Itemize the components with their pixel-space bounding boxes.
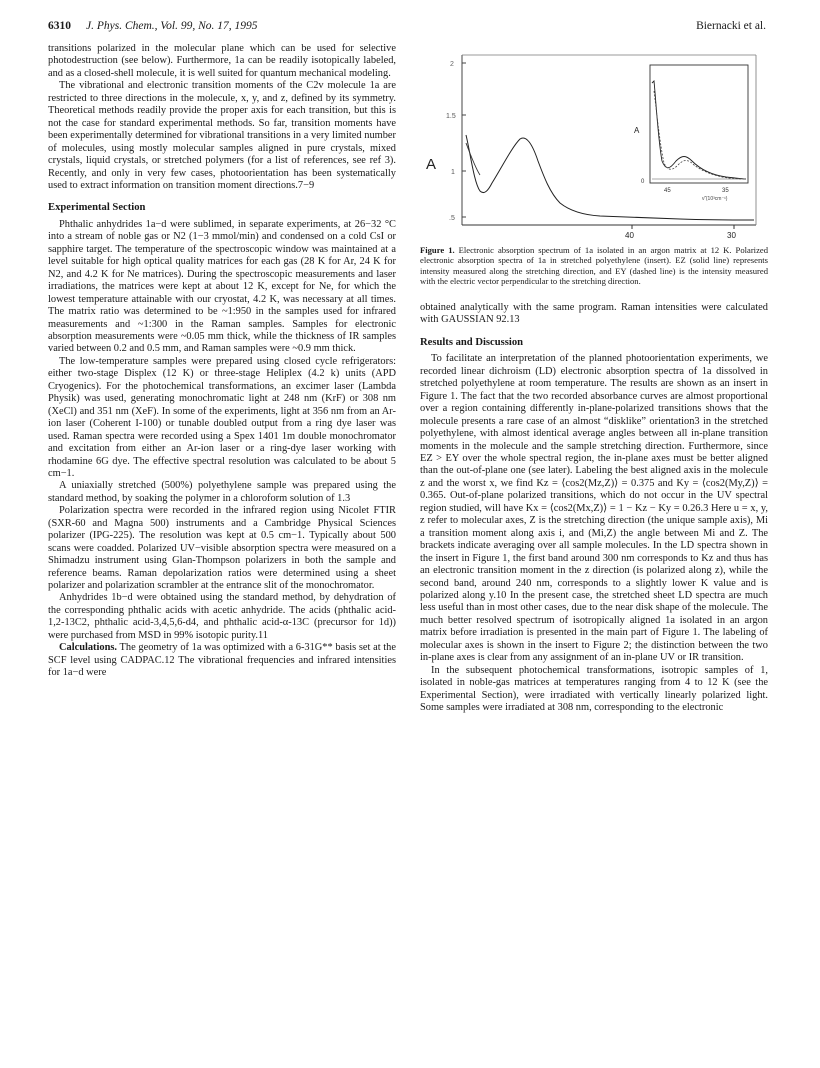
journal-citation: J. Phys. Chem., Vol. 99, No. 17, 1995 bbox=[86, 20, 258, 32]
page-number: 6310 bbox=[48, 20, 71, 32]
paragraph: transitions polarized in the molecular plane which can be used for selective photodestruction (see below). Furthermore, 1a can be readily isotopically labeled, and as a closed-shell molecule, it is well suited for quantum mechanical modeling. bbox=[48, 43, 396, 79]
x-tick-label: 40 bbox=[625, 231, 634, 239]
paragraph: In the subsequent photochemical transformations, isotropic samples of 1, isolated in noble-gas matrices at temperatures ranging from 4 to 12 K (see the Experimental Section), were irradiated with vertically linearly polarized light. Some samples were irradiated at 308 nm, corresponding to the electronic bbox=[420, 664, 768, 714]
inset-y-label: A bbox=[634, 126, 640, 135]
paragraph: A uniaxially stretched (500%) polyethylene sample was prepared using the standard method, by soaking the polymer in a chloroform solution of 1.3 bbox=[48, 480, 396, 504]
y-tick-label: .5 bbox=[449, 215, 455, 222]
paragraph: Anhydrides 1b−d were obtained using the standard method, by dehydration of the corresponding phthalic acids with acetic anhydride. The acids (phthalic acid-1,2-13C2, phthalic acid-3,4,5,6-d4, and phthalic acid-α-13C (precursor for 1d)) were purchased from MSD in 99% isotopic purity.11 bbox=[48, 592, 396, 641]
inset-x-tick-label: 45 bbox=[664, 188, 671, 194]
paragraph: obtained analytically with the same program. Raman intensities were calculated with GAUSSIAN 92.13 bbox=[420, 302, 768, 326]
paragraph: Phthalic anhydrides 1a−d were sublimed, in separate experiments, at 26−32 °C into a stream of noble gas or N2 (1−3 mmol/min) and condensed on a cold CsI or sapphire target. The temperature of the spectroscopic window was maintained at a level suitable for high optical quality matrices for each gas (28 K for Ar, 24 K for N2, and 4.2 K for Ne matrices). During the spectroscopic measurements and laser irradiations, the matrices were kept at about 12 K, except for Ne, for which the lowest temperature attainable with our cryostat, 4.2 K, was necessary at all times. The matrix ratio was determined to be ~1:950 in the samples used for infrared measurements and ~1:300 in the Raman samples. Samples for electronic absorption measurements were ~0.05 mm thick, while the thickness of IR samples varied between 0.2 and 0.5 mm, and Raman samples were ~0.9 mm thick. bbox=[48, 218, 396, 355]
paragraph: The vibrational and electronic transition moments of the C2v molecule 1a are restricted to three directions in the molecule, x, y, and z, defined by its symmetry. Theoretical methods readily provide the proper axis for each transition, but this is not the case for standard experimental methods. So far, transition moments have been experimentally determined for vibrational transitions in a very limited number of molecules, using mostly molecular samples aligned in pure crystals, mixed crystals, liquid crystals, or stretched polymers (for a list of references, see ref 3). Recently, and only in very few cases, photoorientation has been systematically used to extract information on transition moment directions.7−9 bbox=[48, 80, 396, 191]
inset-x-axis-label: ν̃ (10³cm⁻¹) bbox=[702, 196, 728, 202]
y-tick-label: 2 bbox=[450, 61, 454, 68]
y-tick-label: 1 bbox=[451, 169, 455, 176]
right-column bbox=[420, 302, 768, 715]
paragraph: To facilitate an interpretation of the planned photoorientation experiments, we recorded linear dichroism (LD) electronic absorption spectra of 1a dissolved in stretched polyethylene at room temperature. The results are shown as an insert in Figure 1. The fact that the two recorded absorbance curves are almost proportional over a region containing differently in-plane-polarized transitions shows that the molecule presents a rare case of an almost “disklike” orientation3 in the stretched polyethylene, with almost identical average angles between all in-plane transition moments in the molecule and the sample stretching direction. Furthermore, since EZ > EY over the whole spectral region, the in-plane axes must be better aligned than the out-of-plane one (see later). Labeling the best aligned axis in the molecule z and the worst x, we find Kz = ⟨cos2(Mz,Z)⟩ = 0.375 and Ky = ⟨cos2(My,Z)⟩ = 0.365. Out-of-plane polarized transitions, which do not occur in the UV spectral region studied, will have Kx = ⟨cos2(Mx,Z)⟩ = 1 − Kz − Ky = 0.26.3 Here u = x, y, z refer to molecular axes, Z is the stretching direction (the unique sample axis), Mi a transition moment along axis i, and (Mi,Z) the angle between Mi and Z. The brackets indicate averaging over all sample molecules. In the LD spectra shown in the insert in Figure 1, the first band around 300 nm corresponds to Kz and thus has an electronic transition moment in the z direction (is polarized along z), while the second band, around 240 nm, corresponds to a slightly lower K value and is polarized along y.10 In the present case, the stretched sheet LD spectra are much less useful than in most other cases, due to the near disk shape of the molecule. The much better resolved spectrum of isotropically aligned 1a isolated in an argon matrix before irradiation is presented in the main part of Figure 1. The labeling of molecular axes is shown in the insert to Figure 2; the distinction between the two in-plane axes is clear from any assignment of an in-plane UV or IR transition. bbox=[420, 353, 768, 664]
spectrum-plot bbox=[420, 43, 768, 239]
caption-text: Electronic absorption spectrum of 1a isolated in an argon matrix at 12 K. Polarized electronic absorption spectra of 1a in stretched polyethylene (insert). EZ (solid line) represents intensity measured along the stretching direction, and EY (dashed line) is the intensity measured with the electric vector perpendicular to the stretching direction. bbox=[420, 245, 768, 286]
page-header bbox=[48, 20, 766, 36]
paragraph: The low-temperature samples were prepared using closed cycle refrigerators: either two-stage Displex (12 K) or three-stage Heliplex (4.2 k) units (APD Cryogenics). For the photochemical transformations, an excimer laser (Lambda Physik) was used, generating monochromatic light at 248 nm (KrF) or 308 nm (XeCl) and 351 nm (XeF). In some of the experiments, light at 356 nm from an Ar-ion laser (Coherent I-100) or tunable doubled output from a ring dye laser was used. Raman spectra were recorded using a Spex 1401 1m double monochromator and excitation from either an Ar-ion laser or a ring-dye laser working with rhodamine 6G dye. The effective spectral resolution was calculated to be about 5 cm−1. bbox=[48, 355, 396, 479]
inset-x-tick-label: 35 bbox=[722, 188, 729, 194]
left-column bbox=[48, 43, 396, 680]
x-tick-label: 30 bbox=[727, 231, 736, 239]
paragraph-text: The geometry of 1a was optimized with a 6-31G** basis set at the SCF level using CADPAC.12 The vibrational frequencies and infrared intensities for 1a−d were bbox=[48, 642, 396, 679]
paragraph bbox=[48, 642, 396, 679]
figure-label: Figure 1. bbox=[420, 245, 455, 255]
figure-caption bbox=[420, 245, 768, 286]
paragraph: Polarization spectra were recorded in the infrared region using Nicolet FTIR (SXR-60 and Magna 500) instruments and a Cambridge Physical Sciences polarizer (IPG-225). The resolution was kept at 0.5 cm−1. Typically about 500 scans were coadded. Polarized UV−visible absorption spectra were measured on a Shimadzu instrument using Glan-Thompson polarizers in both the sample and reference beams. Raman depolarization ratios were determined using a sheet polarizer and polarization scrambler at the entrance slit of the monochromator. bbox=[48, 505, 396, 592]
section-heading: Results and Discussion bbox=[420, 336, 524, 348]
run-in-heading: Calculations. bbox=[59, 642, 118, 654]
inset-y-tick-label: 0 bbox=[641, 179, 645, 185]
y-tick-label: 1.5 bbox=[446, 113, 456, 120]
figure-1 bbox=[420, 43, 768, 239]
running-authors: Biernacki et al. bbox=[696, 20, 766, 32]
main-y-label: A bbox=[426, 156, 437, 173]
section-heading: Experimental Section bbox=[48, 202, 146, 214]
